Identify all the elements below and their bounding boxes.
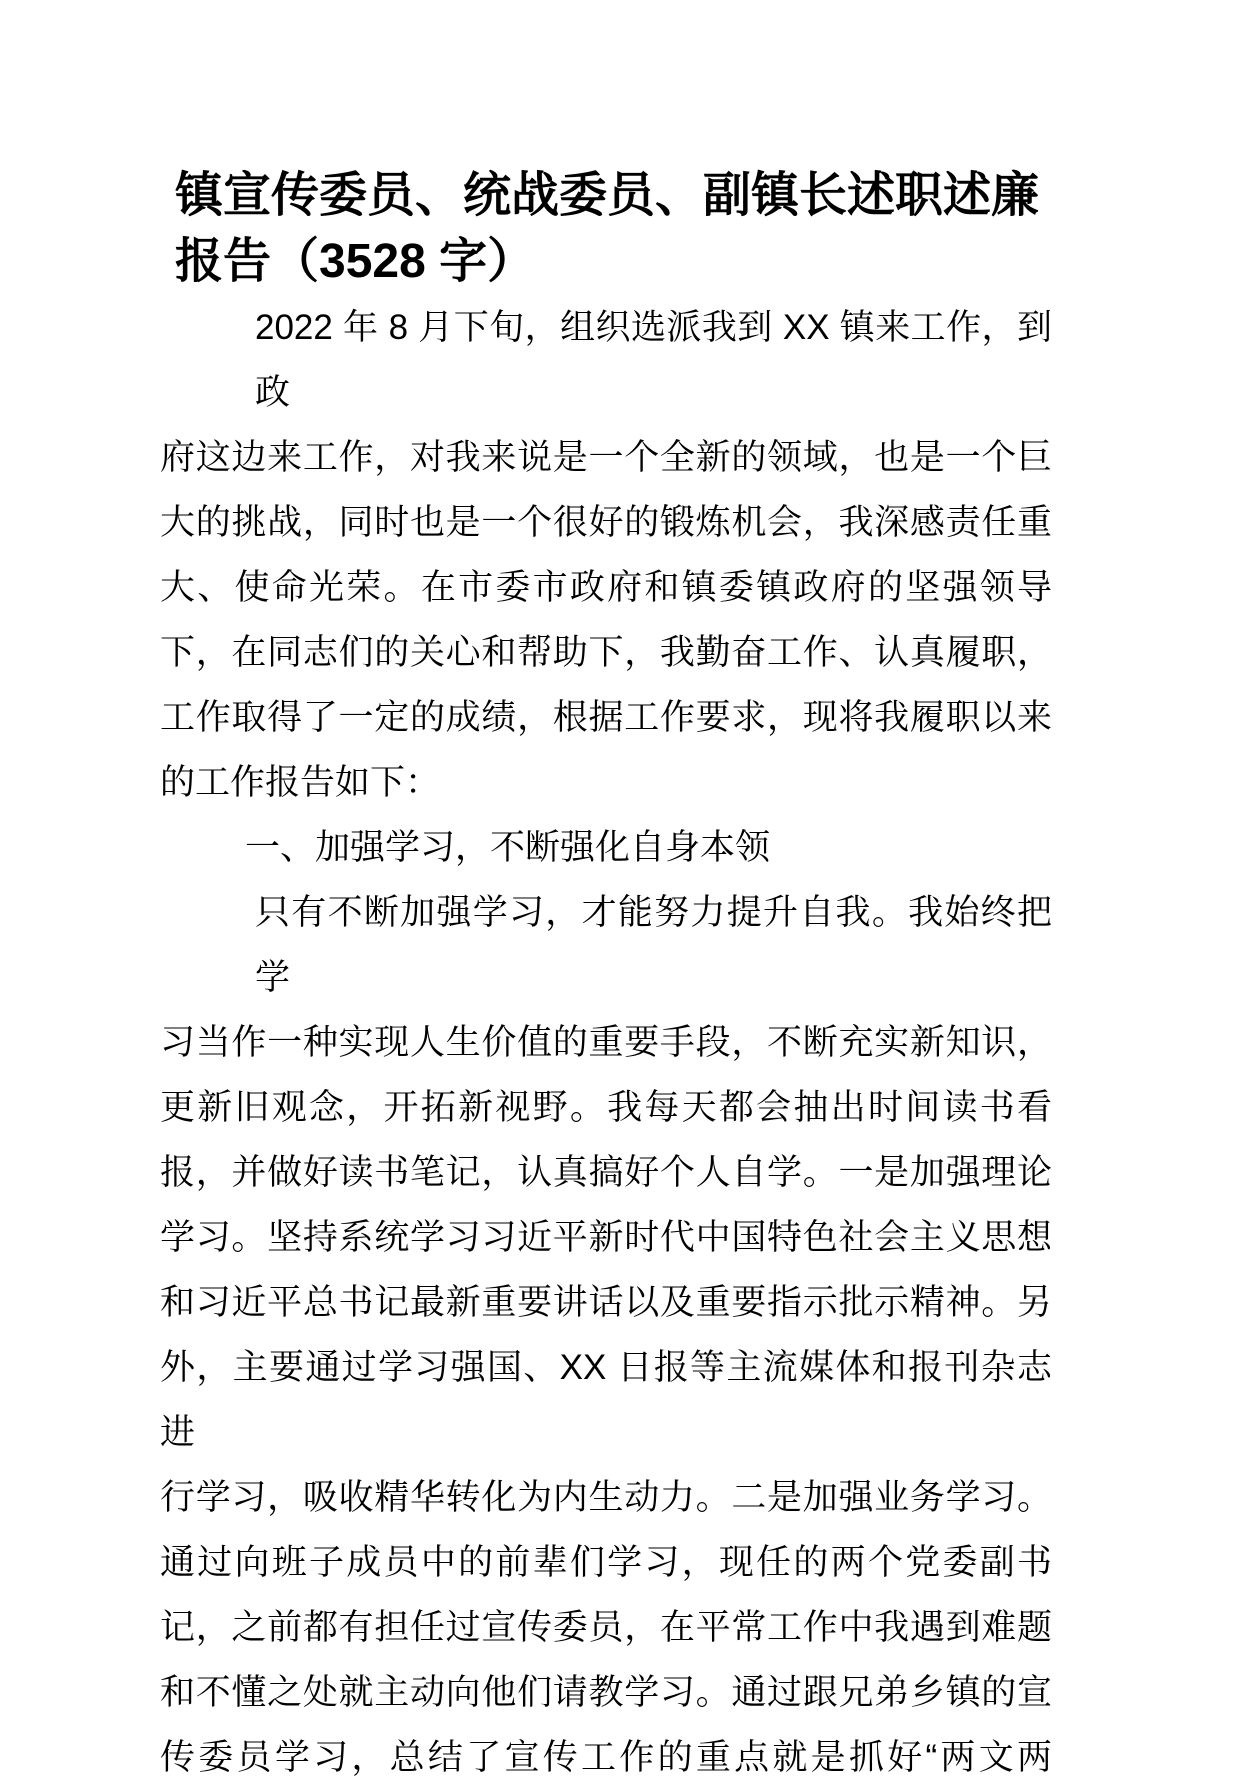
heading-line: 一、加强学习，不断强化自身本领 (245, 828, 771, 867)
body-line: 外，主要通过学习强国、XX 日报等主流媒体和报刊杂志进 (160, 1348, 1052, 1452)
body-line: 更新旧观念，开拓新视野。我每天都会抽出时间读书看 (160, 1088, 1052, 1127)
body-line: 大的挑战，同时也是一个很好的锻炼机会，我深感责任重 (160, 503, 1052, 542)
body-line: 的工作报告如下： (160, 763, 441, 802)
body-line: 2022 年 8 月下旬，组织选派我到 XX 镇来工作，到政 (255, 308, 1052, 412)
body-line: 和不懂之处就主动向他们请教学习。通过跟兄弟乡镇的宣 (160, 1673, 1052, 1712)
body-line: 传委员学习，总结了宣传工作的重点就是抓好“两文两 (160, 1738, 1052, 1777)
body-line: 府这边来工作，对我来说是一个全新的领域，也是一个巨 (160, 438, 1052, 477)
body-line: 通过向班子成员中的前辈们学习，现任的两个党委副书 (160, 1543, 1052, 1582)
body-line: 下，在同志们的关心和帮助下，我勤奋工作、认真履职， (160, 633, 1052, 672)
body-line: 和习近平总书记最新重要讲话以及重要指示批示精神。另 (160, 1283, 1052, 1322)
doc-title (160, 163, 1052, 295)
paragraph (160, 295, 1052, 815)
body-line: 大、使命光荣。在市委市政府和镇委镇政府的坚强领导 (160, 568, 1052, 607)
body-line: 只有不断加强学习，才能努力提升自我。我始终把学 (255, 893, 1052, 997)
doc-body (160, 295, 1052, 1790)
body-line: 报，并做好读书笔记，认真搞好个人自学。一是加强理论 (160, 1153, 1052, 1192)
body-line: 习当作一种实现人生价值的重要手段，不断充实新知识， (160, 1023, 1052, 1062)
title-line: 报告（3528 字） (175, 235, 536, 288)
body-line: 行学习，吸收精华转化为内生动力。二是加强业务学习。 (160, 1478, 1052, 1517)
body-line: 记，之前都有担任过宣传委员，在平常工作中我遇到难题 (160, 1608, 1052, 1647)
section-heading (160, 815, 1052, 880)
body-line: 学习。坚持系统学习习近平新时代中国特色社会主义思想 (160, 1218, 1052, 1257)
body-line: 工作取得了一定的成绩，根据工作要求，现将我履职以来 (160, 698, 1052, 737)
title-line: 镇宣传委员、统战委员、副镇长述职述廉 (175, 169, 1040, 222)
paragraph (160, 880, 1052, 1790)
